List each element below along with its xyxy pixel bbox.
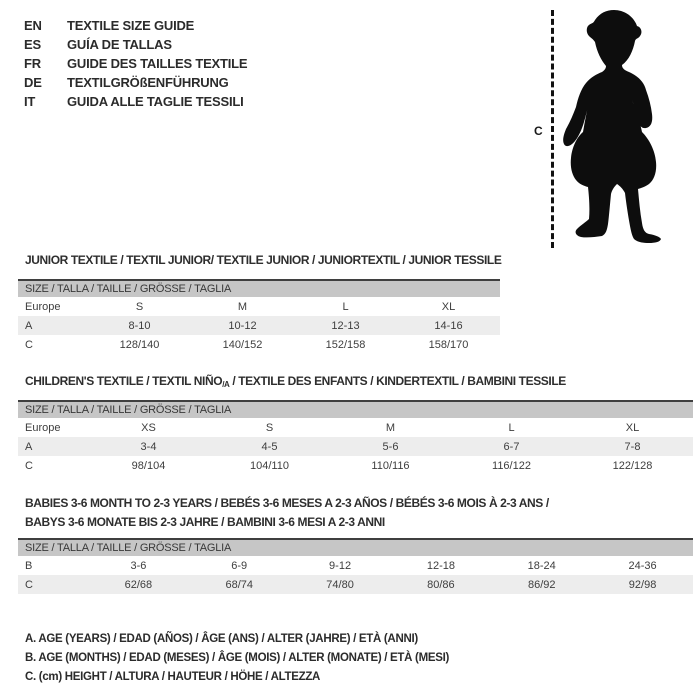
age-cell: 4-5 xyxy=(209,437,330,456)
height-cell: 140/152 xyxy=(222,338,263,351)
children-size-table xyxy=(18,400,693,475)
children-title-pre: CHILDREN'S TEXTILE / TEXTIL NIÑO xyxy=(25,374,223,388)
age-cell: 24-36 xyxy=(628,559,657,572)
age-cell: 3-4 xyxy=(88,437,209,456)
language-title: TEXTILGRÖßENFÜHRUNG xyxy=(67,75,229,90)
babies-title-line2: BABYS 3-6 MONATE BIS 2-3 JAHRE / BAMBINI 3-6 MESI A 2-3 ANNI xyxy=(25,515,385,529)
footnote-c: C. (cm) HEIGHT / ALTURA / HAUTEUR / HÖHE / ALTEZZA xyxy=(25,671,321,683)
language-title: GUIDA ALLE TAGLIE TESSILI xyxy=(67,94,244,109)
row-label: Europe xyxy=(25,421,61,434)
size-cell: XL xyxy=(441,300,456,313)
age-cell: 5-6 xyxy=(330,437,451,456)
row-label: C xyxy=(25,459,33,472)
babies-table-title xyxy=(25,494,549,532)
table-row xyxy=(18,297,500,316)
size-cell: M xyxy=(237,300,248,313)
table-row xyxy=(18,437,693,456)
language-row-es xyxy=(24,35,247,54)
height-measure-label: C xyxy=(534,124,543,138)
height-cell: 86/92 xyxy=(491,575,592,594)
row-label: C xyxy=(18,575,88,594)
age-cell: 6-9 xyxy=(231,559,248,572)
language-row-de xyxy=(24,73,247,92)
children-title-post: / TEXTILE DES ENFANTS / KINDERTEXTIL / BAMBINI TESSILE xyxy=(229,374,566,388)
footnote-a: A. AGE (YEARS) / EDAD (AÑOS) / ÂGE (ANS) / ALTER (JAHRE) / ETÀ (ANNI) xyxy=(25,633,418,645)
toddler-silhouette-icon xyxy=(558,6,670,246)
junior-size-table xyxy=(18,279,500,354)
language-list xyxy=(24,16,247,111)
height-cell: 98/104 xyxy=(131,459,166,472)
size-header-label: SIZE / TALLA / TAILLE / GRÖSSE / TAGLIA xyxy=(18,280,500,297)
table-row xyxy=(18,316,500,335)
children-title-subscript: /A xyxy=(222,380,230,389)
size-cell: XS xyxy=(141,421,156,434)
language-row-it xyxy=(24,92,247,111)
row-label: A xyxy=(18,437,88,456)
height-cell: 110/116 xyxy=(371,459,410,472)
height-cell: 152/158 xyxy=(325,338,366,351)
row-label: B xyxy=(25,559,33,572)
age-cell: 18-24 xyxy=(527,559,556,572)
table-row xyxy=(18,575,693,594)
size-cell: XL xyxy=(625,421,640,434)
height-cell: 80/86 xyxy=(390,575,491,594)
size-header-row xyxy=(18,280,500,297)
height-cell: 68/74 xyxy=(189,575,290,594)
size-header-row xyxy=(18,401,693,418)
age-cell: 12-18 xyxy=(426,559,455,572)
table-row xyxy=(18,456,693,475)
language-title: TEXTILE SIZE GUIDE xyxy=(67,18,195,33)
language-title: GUÍA DE TALLAS xyxy=(67,37,172,52)
size-cell: S xyxy=(265,421,274,434)
row-label: Europe xyxy=(25,300,61,313)
table-row xyxy=(18,556,693,575)
language-code: IT xyxy=(24,94,36,109)
size-cell: L xyxy=(508,421,515,434)
table-row xyxy=(18,418,693,437)
footnotes xyxy=(25,630,449,687)
height-cell: 62/68 xyxy=(88,575,189,594)
size-header-label: SIZE / TALLA / TAILLE / GRÖSSE / TAGLIA xyxy=(18,539,693,556)
height-cell: 158/170 xyxy=(428,338,469,351)
height-cell: 122/128 xyxy=(612,459,653,472)
table-row xyxy=(18,335,500,354)
height-cell: 92/98 xyxy=(592,575,693,594)
language-row-en xyxy=(24,16,247,35)
language-row-fr xyxy=(24,54,247,73)
babies-size-table xyxy=(18,538,693,594)
height-cell: 74/80 xyxy=(290,575,391,594)
age-cell: 14-16 xyxy=(397,316,500,335)
size-cell: S xyxy=(135,300,144,313)
junior-table-title: JUNIOR TEXTILE / TEXTIL JUNIOR/ TEXTILE JUNIOR / JUNIORTEXTIL / JUNIOR TESSILE xyxy=(25,253,502,267)
age-cell: 8-10 xyxy=(88,316,191,335)
size-cell: L xyxy=(342,300,349,313)
age-cell: 7-8 xyxy=(572,437,693,456)
height-cell: 128/140 xyxy=(119,338,160,351)
language-code: ES xyxy=(24,37,41,52)
size-cell: M xyxy=(385,421,396,434)
height-cell: 104/110 xyxy=(250,459,289,472)
language-code: EN xyxy=(24,18,42,33)
age-cell: 9-12 xyxy=(329,559,352,572)
height-measure-dashed-line xyxy=(551,10,554,248)
age-cell: 10-12 xyxy=(191,316,294,335)
size-header-row xyxy=(18,539,693,556)
age-cell: 6-7 xyxy=(451,437,572,456)
row-label: C xyxy=(25,338,33,351)
babies-title-line1: BABIES 3-6 MONTH TO 2-3 YEARS / BEBÉS 3-6 MESES A 2-3 AÑOS / BÉBÉS 3-6 MOIS À 2-3 ANS / xyxy=(25,496,549,510)
row-label: A xyxy=(18,316,88,335)
language-title: GUIDE DES TAILLES TEXTILE xyxy=(67,56,248,71)
children-table-title xyxy=(25,372,566,394)
language-code: FR xyxy=(24,56,41,71)
height-cell: 116/122 xyxy=(492,459,531,472)
footnote-b: B. AGE (MONTHS) / EDAD (MESES) / ÂGE (MOIS) / ALTER (MONATE) / ETÀ (MESI) xyxy=(25,652,450,664)
age-cell: 3-6 xyxy=(130,559,147,572)
age-cell: 12-13 xyxy=(294,316,397,335)
language-code: DE xyxy=(24,75,42,90)
size-header-label: SIZE / TALLA / TAILLE / GRÖSSE / TAGLIA xyxy=(18,401,693,418)
